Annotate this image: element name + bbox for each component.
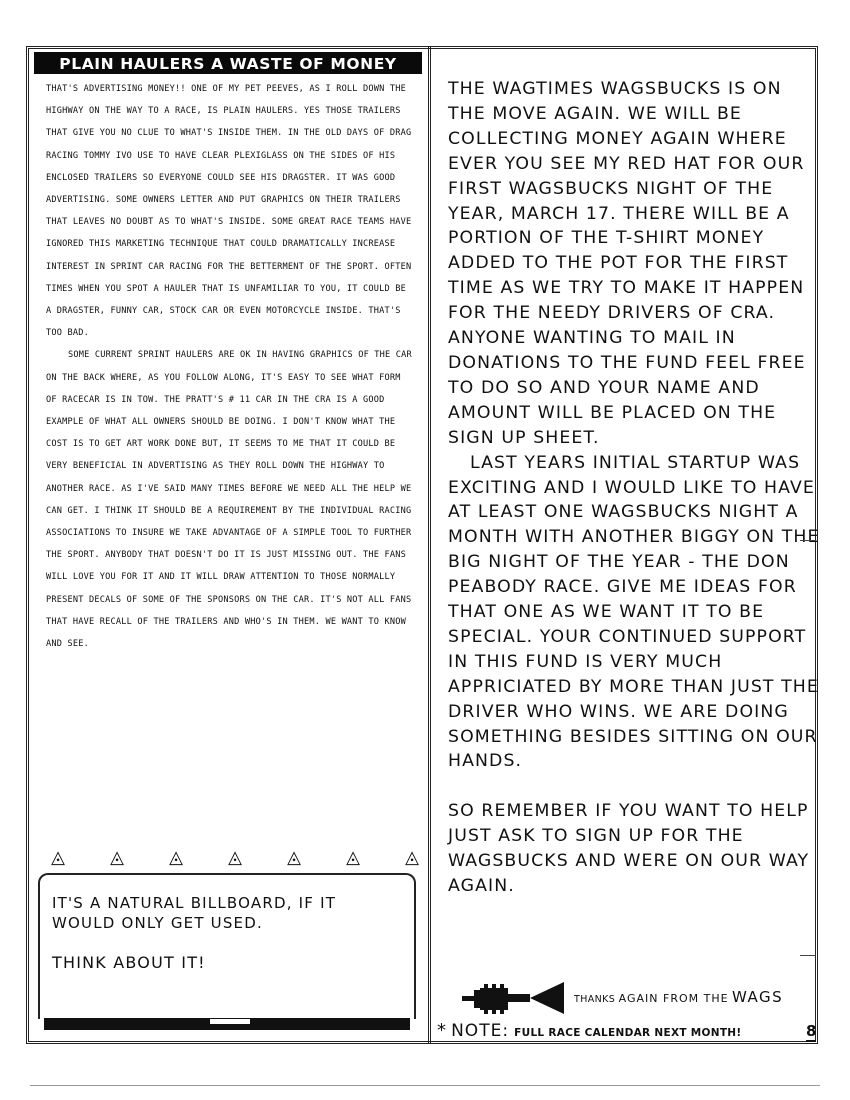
sign-off-wags: WAGS xyxy=(731,988,784,1006)
billboard-text: IT'S A NATURAL BILLBOARD, IF IT WOULD ONLY GET USED. xyxy=(52,894,337,932)
margin-fleck xyxy=(800,540,816,541)
billboard-callout: THINK ABOUT IT! xyxy=(52,953,206,972)
billboard xyxy=(38,873,416,1019)
article-paragraph-1: THAT'S ADVERTISING MONEY!! ONE OF MY PET PEEVES, AS I ROLL DOWN THE HIGHWAY ON THE WAY TO A RACE, IS PLAIN HAULERS. YES THOSE TRAILERS THAT GIVE YOU NO CLUE TO WHAT'S INSIDE THEM. IN THE OLD DAYS OF DRAG RACING TOMMY IVO USE TO HAVE CLEAR PLEXIGLASS ON THE SIDES OF HIS ENCLOSED TRAILERS SO EVERYONE COULD SEE HIS DRAGSTER. IT WAS GOOD ADVERTISING. SOME OWNERS LETTER AND PUT GRAPHICS ON THEIR TRAILERS THAT LEAVES NO DOUBT AS TO WHAT'S INSIDE. SOME GREAT RACE TEAMS HAVE IGNORED THIS MARKETING TECHNIQUE THAT COULD DRAMATICALLY INCREASE INTEREST IN SPRINT CAR RACING FOR THE BETTERMENT OF THE SPORT. OFTEN TIMES WHEN YOU SPOT A HAULER THAT IS UNFAMILIAR TO YOU, IT COULD BE A DRAGSTER, FUNNY CAR, STOCK CAR OR EVEN MOTORCYCLE INSIDE. THAT'S TOO BAD. xyxy=(46,84,412,339)
note-line xyxy=(437,1020,817,1041)
bell-icon: ◬ xyxy=(110,847,124,868)
article-paragraph-2: SOME CURRENT SPRINT HAULERS ARE OK IN HAVING GRAPHICS OF THE CAR ON THE BACK WHERE, AS YOU FOLLOW ALONG, IT'S EASY TO SEE WHAT FORM OF RACECAR IS IN TOW. THE PRATT'S # 11 CAR IN THE CRA IS A GOOD EXAMPLE OF WHAT ALL OWNERS SHOULD BE DOING. I DON'T KNOW WHAT THE COST IS TO GET ART WORK DONE BUT, IT SEEMS TO ME THAT IT COULD BE VERY BENEFICIAL IN ADVERTISING AS THEY ROLL DOWN THE HIGHWAY TO ANOTHER RACE. AS I'VE SAID MANY TIMES BEFORE WE NEED ALL THE HELP WE CAN GET. I THINK IT SHOULD BE A REQUIREMENT BY THE INDIVIDUAL RACING ASSOCIATIONS TO INSURE WE TAKE ADVANTAGE OF A SIMPLE TOOL TO FURTHER THE SPORT. ANYBODY THAT DOESN'T DO IT IS JUST MISSING OUT. THE FANS WILL LOVE YOU FOR IT AND IT WILL DRAW ATTENTION TO THOSE NORMALLY PRESENT DECALS OF SOME OF THE SPONSORS ON THE CAR. IT'S NOT ALL FANS THAT HAVE RECALL OF THE TRAILERS AND WHO'S IN THEM. WE WANT TO KNOW AND SEE. xyxy=(46,350,412,650)
article-headline: PLAIN HAULERS A WASTE OF MONEY xyxy=(34,52,422,74)
bell-icon: ◬ xyxy=(405,847,419,868)
sign-off xyxy=(460,978,820,1018)
bell-row xyxy=(50,847,420,874)
right-column xyxy=(448,77,820,899)
trumpet-icon xyxy=(460,980,570,1016)
sign-off-thanks: THANKS xyxy=(574,994,616,1005)
left-column xyxy=(34,52,422,655)
note-label: NOTE: xyxy=(451,1021,510,1041)
bell-icon: ◬ xyxy=(346,847,360,868)
bell-icon: ◬ xyxy=(228,847,242,868)
note-star: * xyxy=(437,1020,446,1041)
sign-off-text xyxy=(574,988,783,1006)
bell-icon: ◬ xyxy=(169,847,183,868)
wagsbucks-paragraph-1: THE WAGTIMES WAGSBUCKS IS ON THE MOVE AGAIN. WE WILL BE COLLECTING MONEY AGAIN WHERE EVER YOU SEE MY RED HAT FOR OUR FIRST WAGSBUCKS NIGHT OF THE YEAR, MARCH 17. THERE WILL BE A PORTION OF THE T-SHIRT MONEY ADDED TO THE POT FOR THE FIRST TIME AS WE TRY TO MAKE IT HAPPEN FOR THE NEEDY DRIVERS OF CRA. ANYONE WANTING TO MAIL IN DONATIONS TO THE FUND FEEL FREE TO DO SO AND YOUR NAME AND AMOUNT WILL BE PLACED ON THE SIGN UP SHEET. xyxy=(448,79,806,448)
wagsbucks-paragraph-2: LAST YEARS INITIAL STARTUP WAS EXCITING AND I WOULD LIKE TO HAVE AT LEAST ONE WAGSBUCKS NIGHT A MONTH WITH ANOTHER BIGGY ON THE BIG NIGHT OF THE YEAR - THE DON PEABODY RACE. GIVE ME IDEAS FOR THAT ONE AS WE WANT IT TO BE SPECIAL. YOUR CONTINUED SUPPORT IN THIS FUND IS VERY MUCH APPRICIATED BY MORE THAN JUST THE DRIVER WHO WINS. WE ARE DOING SOMETHING BESIDES SITTING ON OUR HANDS. xyxy=(448,452,820,772)
billboard-base-slot xyxy=(210,1019,250,1024)
bell-icon: ◬ xyxy=(51,847,65,868)
wagsbucks-paragraph-3: SO REMEMBER IF YOU WANT TO HELP JUST ASK TO SIGN UP FOR THE WAGSBUCKS AND WERE ON OUR WAY AGAIN. xyxy=(448,801,810,897)
note-text: FULL RACE CALENDAR NEXT MONTH! xyxy=(514,1027,742,1039)
bell-icon: ◬ xyxy=(287,847,301,868)
bottom-rule xyxy=(30,1085,820,1086)
margin-fleck xyxy=(800,955,816,956)
sign-off-from: AGAIN FROM THE xyxy=(618,992,729,1005)
column-divider xyxy=(428,46,431,1044)
page-number: 8 xyxy=(806,1022,817,1040)
article-body xyxy=(34,74,422,655)
